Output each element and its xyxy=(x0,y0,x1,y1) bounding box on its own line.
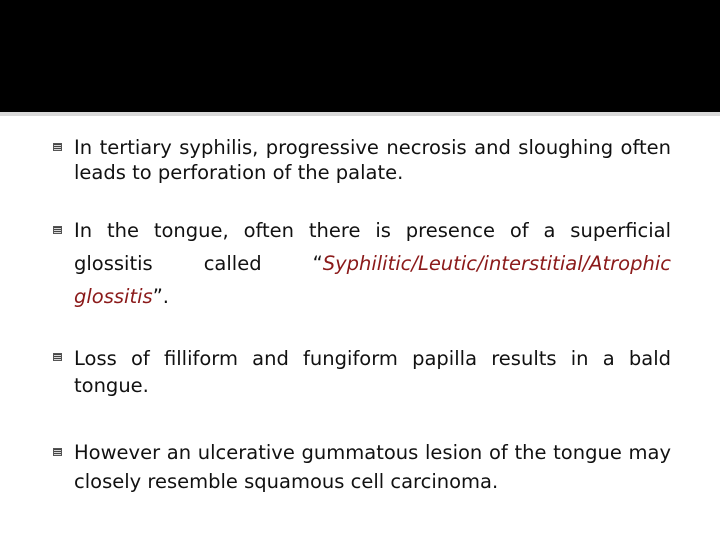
bullet-text: In the tongue, often there is presence of a superficial glossitis called “ xyxy=(74,219,671,275)
bullet-text: In tertiary syphilis, progressive necrosis and sloughing often leads to perforation of the palate. xyxy=(74,136,671,184)
bullet-item xyxy=(74,345,671,399)
bullet-item xyxy=(74,438,671,496)
bullet-text: Loss of filliform and fungiform papilla results in a bald tongue. xyxy=(74,347,671,397)
bullet-text-end: ”. xyxy=(152,285,169,308)
highlighted-term: Syphilitic/Leutic/interstitial/Atrophic glossitis xyxy=(74,252,671,308)
square-bullet-icon xyxy=(53,143,62,151)
bullet-item xyxy=(74,135,671,185)
square-bullet-icon xyxy=(53,226,62,234)
square-bullet-icon xyxy=(53,448,62,456)
bullet-item xyxy=(74,214,671,313)
square-bullet-icon xyxy=(53,353,62,361)
bullet-text: However an ulcerative gummatous lesion of the tongue may closely resemble squamous cell carcinoma. xyxy=(74,441,671,493)
